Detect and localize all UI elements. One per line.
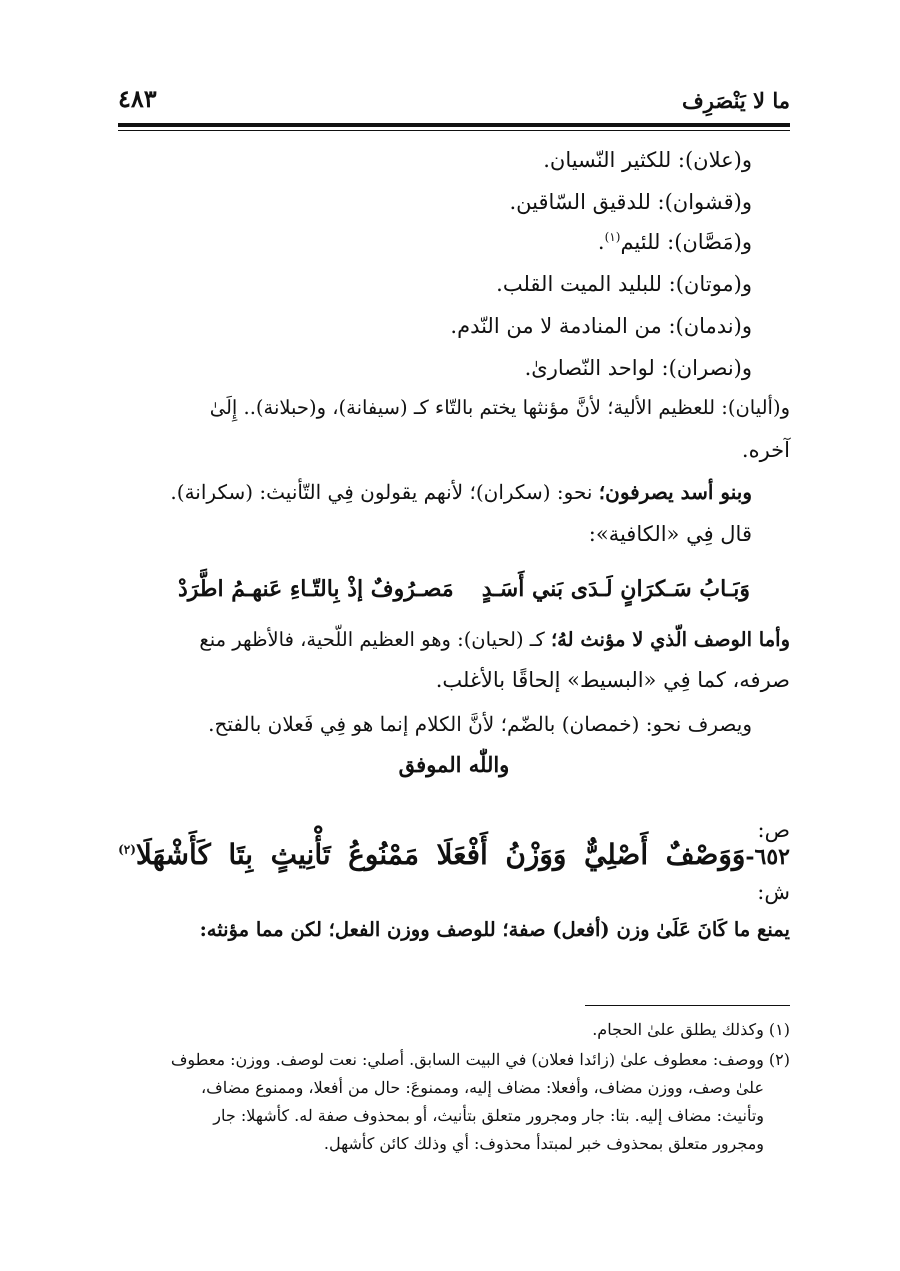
verse-word: وَوَزْنُ — [505, 838, 567, 871]
verse-word: أَفْعَلَا — [436, 838, 488, 871]
verse-word-text: كَأَشْهَلَا — [135, 838, 211, 871]
text-line — [598, 230, 752, 255]
text-line: يمنع ما كَانَ عَلَىٰ وزن (أفعل) صفة؛ للوصف ووزن الفعل؛ لكن مما مؤنثه: — [199, 918, 790, 941]
text-segment: كـ (لحيان): وهو العظيم اللّحية، فالأظهر منع — [199, 628, 551, 651]
verse-word-text: وَوَصْفٌ — [665, 838, 746, 871]
running-title: ما لا يَنْصَرِف — [682, 88, 790, 113]
text-segment-bold: وبنو أسد يصرفون؛ — [598, 480, 752, 504]
verse-hemistich-first: وَبَـابُ سَـكرَانٍ لَـدَى بَني أَسَـدٍ — [481, 576, 750, 602]
text-segment: نحو: (سكران)؛ لأنهم يقولون فِي التّأنيث: (سكرانة). — [170, 480, 599, 504]
page-header — [118, 82, 790, 122]
text-line — [118, 628, 790, 651]
text-line: آخره. — [741, 438, 790, 462]
footnote: (١) وكذلك يطلق علىٰ الحجام. — [592, 1020, 790, 1039]
section-label: ص: — [757, 818, 790, 842]
header-rule — [118, 123, 790, 127]
footnote-continuation: علىٰ وصف، ووزن مضاف، وأفعلا: مضاف إليه، وممنوعَ: حال من أفعلا، وممنوع مضاف، — [200, 1078, 764, 1097]
verse-word: مَمْنُوعُ — [348, 838, 419, 871]
text-line: و(علان): للكثير النّسيان. — [543, 148, 752, 172]
text-line: قال فِي «الكافية»: — [588, 522, 752, 546]
header-rule-thin — [118, 130, 790, 131]
text-line — [170, 480, 752, 504]
verse-word — [118, 838, 211, 871]
verse-word: تَأْنِيثٍ — [270, 838, 331, 871]
section-label: ش: — [757, 880, 790, 904]
verse-word: بِتَا — [228, 838, 254, 871]
footnote: (٢) ووصف: معطوف علىٰ (زائدا فعلان) في البيت السابق. أصلي: نعت لوصف. ووزن: معطوف — [170, 1050, 790, 1069]
footnote-continuation: وتأنيث: مضاف إليه. بتا: جار ومجرور متعلق بتأنيث، أو بمحذوف صفة له. كأشهلا: جار — [213, 1106, 764, 1125]
numbered-verse — [118, 838, 790, 871]
footnote-continuation: ومجرور متعلق بمحذوف خبر لمبتدأ محذوف: أي وذلك كائن كأشهل. — [323, 1134, 764, 1153]
text-line: و(قشوان): للدقيق السّاقين. — [509, 190, 752, 214]
text-line: و(موتان): للبليد الميت القلب. — [496, 272, 752, 296]
book-page — [118, 0, 790, 1271]
closing-phrase: واللّٰه الموفق — [398, 752, 510, 777]
footnote-separator — [585, 1005, 790, 1006]
text-line: و(نصران): لواحد النّصارىٰ. — [524, 356, 752, 380]
text-segment: و(مَصَّان): للئيم — [620, 230, 752, 254]
text-segment-bold: وأما الوصف الّذي لا مؤنث لهُ؛ — [550, 628, 790, 651]
verse-word: أَصْلِيٌّ — [583, 838, 649, 871]
verse-word — [666, 838, 790, 871]
footnote-ref: (١) — [604, 230, 621, 244]
text-line: ويصرف نحو: (خمصان) بالضّم؛ لأنَّ الكلام إنما هو فِي فَعلان بالفتح. — [208, 712, 752, 736]
page-number: ٤٨٣ — [118, 84, 157, 113]
text-segment: . — [597, 230, 605, 254]
text-line: و(أليان): للعظيم الألية؛ لأنَّ مؤنثها يختم بالتّاء كـ (سيفانة)، و(حبلانة).. إِلَىٰ — [209, 396, 790, 419]
verse-number: ٦٥٢- — [745, 844, 790, 870]
text-line: صرفه، كما فِي «البسيط» إلحاقًا بالأغلب. — [435, 668, 790, 692]
text-line: و(ندمان): من المنادمة لا من النّدم. — [450, 314, 752, 338]
footnote-ref: (٢) — [118, 842, 136, 857]
verse-hemistich-second: مَصـرُوفٌ إذْ بِالتّـاءِ عَنهـمُ اطَّرَدْ — [178, 576, 454, 602]
